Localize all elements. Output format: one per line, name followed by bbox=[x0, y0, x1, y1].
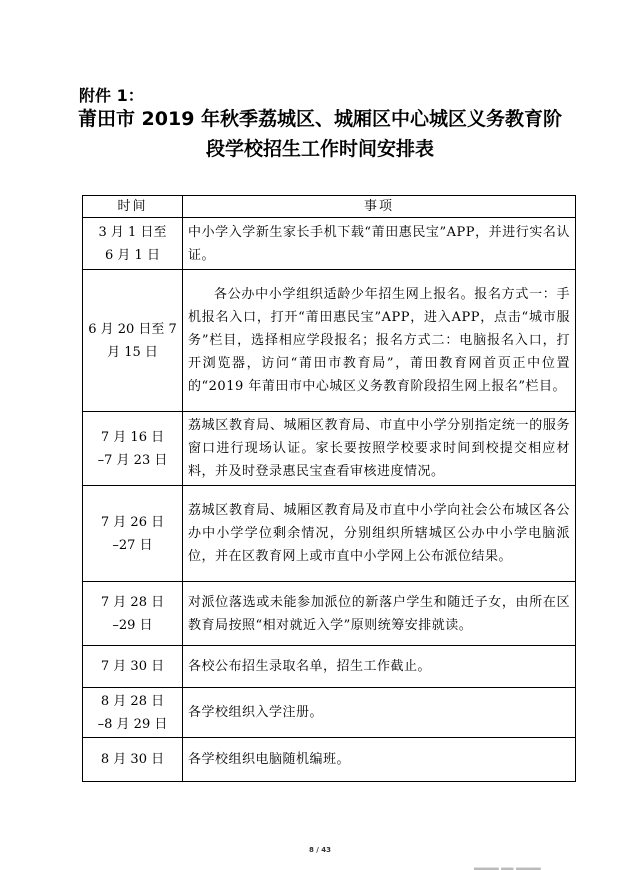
table-row bbox=[83, 412, 576, 486]
table-row bbox=[83, 688, 576, 738]
time-line: 3 月 1 日至 bbox=[98, 224, 167, 240]
row-time bbox=[83, 270, 183, 412]
row-time bbox=[83, 582, 183, 646]
table-row bbox=[83, 646, 576, 688]
time-line: 7 月 30 日 bbox=[100, 659, 165, 674]
time-line: –27 日 bbox=[112, 537, 153, 553]
row-time bbox=[83, 688, 183, 738]
row-item: 各学校组织入学注册。 bbox=[183, 688, 576, 738]
page-number: 8 / 43 bbox=[308, 846, 332, 854]
row-item: 荔城区教育局、城厢区教育局及市直中小学向社会公布城区各公办中小学学位剩余情况，分别组织所辖城区公办中小学电脑派位，并在区教育网上或市直中小学网上公布派位结果。 bbox=[183, 486, 576, 582]
time-line: 8 月 28 日 bbox=[100, 693, 165, 709]
time-line: 8 月 30 日 bbox=[100, 752, 165, 767]
header-time: 时间 bbox=[83, 196, 183, 218]
time-line: 6 月 1 日 bbox=[105, 247, 160, 263]
time-line: 7 月 16 日 bbox=[100, 429, 165, 445]
table-header-row bbox=[83, 196, 576, 218]
table-row bbox=[83, 738, 576, 782]
attachment-label: 附件 1： bbox=[79, 86, 144, 105]
time-line: –7 月 23 日 bbox=[97, 452, 168, 468]
row-time bbox=[83, 486, 183, 582]
time-line: 6 月 20 日至 7 bbox=[88, 321, 177, 337]
row-time bbox=[83, 218, 183, 270]
time-line: 7 月 28 日 bbox=[100, 594, 165, 610]
row-item: 对派位落选或未能参加派位的新落户学生和随迁子女，由所在区教育局按照“相对就近入学”原则统筹安排就读。 bbox=[183, 582, 576, 646]
time-line: –29 日 bbox=[112, 617, 153, 633]
table-row bbox=[83, 270, 576, 412]
row-item: 各公办中小学组织适龄少年招生网上报名。报名方式一：手机报名入口，打开“莆田惠民宝”APP，进入APP，点击“城市服务”栏目，选择相应学段报名；报名方式二：电脑报名入口，打开浏览器，访问“莆田市教育局”，莆田教育网首页正中位置的“2019 年莆田市中心城区义务教育阶段招生网上报名”栏目。 bbox=[183, 270, 576, 412]
row-item: 各校公布招生录取名单，招生工作截止。 bbox=[183, 646, 576, 688]
row-item: 荔城区教育局、城厢区教育局、市直中小学分别指定统一的服务窗口进行现场认证。家长要按照学校要求时间到校提交相应材料，并及时登录惠民宝查看审核进度情况。 bbox=[183, 412, 576, 486]
row-item: 各学校组织电脑随机编班。 bbox=[183, 738, 576, 782]
row-time bbox=[83, 412, 183, 486]
document-title-line-2: 段学校招生工作时间安排表 bbox=[205, 138, 434, 160]
schedule-table bbox=[82, 195, 576, 782]
time-line: 7 月 26 日 bbox=[100, 514, 165, 530]
time-line: –8 月 29 日 bbox=[97, 716, 168, 732]
header-item: 事项 bbox=[183, 196, 576, 218]
table-row bbox=[83, 486, 576, 582]
watermark-mark: ▂▂▂▂ ▂▂ ▂▂▂▂ bbox=[474, 861, 541, 870]
table-row bbox=[83, 582, 576, 646]
row-item: 中小学入学新生家长手机下载“莆田惠民宝”APP，并进行实名认证。 bbox=[183, 218, 576, 270]
time-line: 月 15 日 bbox=[107, 344, 158, 360]
document-title-line-1: 莆田市 2019 年秋季荔城区、城厢区中心城区义务教育阶 bbox=[77, 108, 563, 130]
table-row bbox=[83, 218, 576, 270]
row-time bbox=[83, 646, 183, 688]
row-time bbox=[83, 738, 183, 782]
